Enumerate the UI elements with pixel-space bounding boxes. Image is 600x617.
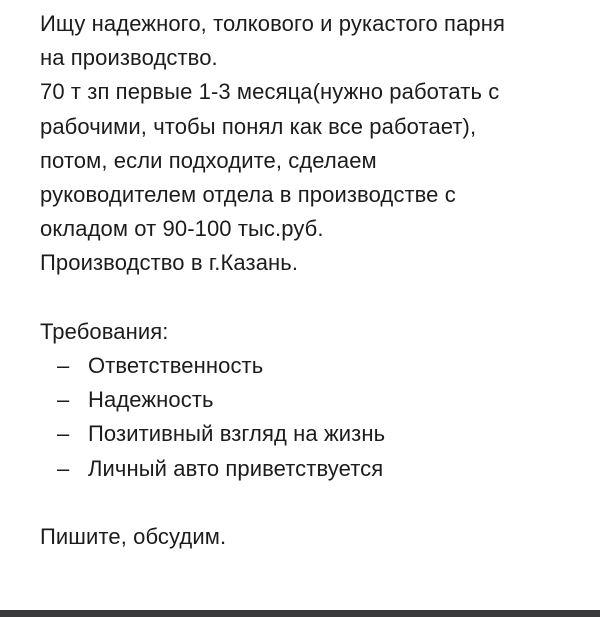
list-marker: – [57,455,70,481]
paragraph-spacer [40,486,580,520]
list-marker: – [57,387,70,413]
requirement-text: Надежность [88,387,214,413]
message-line-4: рабочими, чтобы понял как все работает), [40,113,477,139]
requirements-title: Требования: [40,318,169,344]
message-line-8: Производство в г.Казань. [40,250,299,276]
message-line-3: 70 т зп первые 1-3 месяца(нужно работать с [40,79,500,105]
message-line-1: Ищу надежного, толкового и рукастого парня [40,11,506,36]
message-line-5: потом, если подходите, сделаем [40,147,377,173]
bottom-divider-bar [0,610,600,617]
requirement-text: Личный авто приветствуется [88,455,384,481]
requirement-text: Ответственность [88,353,264,379]
requirement-text: Позитивный взгляд на жизнь [88,421,386,447]
list-item [40,452,580,486]
closing-line: Пишите, обсудим. [40,524,227,550]
message-body [40,7,580,554]
list-marker: – [57,353,70,379]
message-line-6: руководителем отдела в производстве с [40,182,456,208]
list-marker: – [57,421,70,447]
message-line-7: окладом от 90-100 тыс.руб. [40,216,324,242]
list-item [40,349,580,383]
list-item [40,383,580,417]
paragraph-spacer [40,281,580,315]
list-item [40,417,580,451]
requirements-list [40,349,580,486]
message-line-2: на производство. [40,45,218,71]
